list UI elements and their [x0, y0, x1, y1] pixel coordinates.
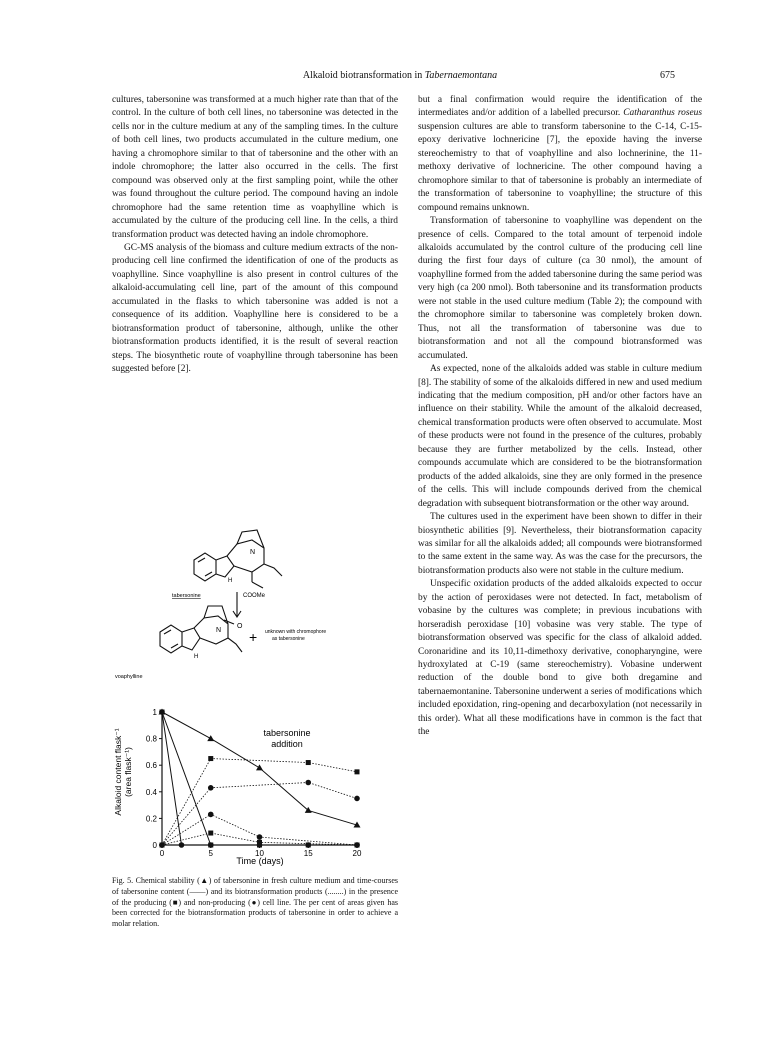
y-tick-label: 0.2	[145, 814, 157, 824]
y-tick-label: 0.8	[145, 734, 157, 744]
label-voaphylline: voaphylline	[115, 674, 143, 680]
atom-n-2: N	[216, 627, 222, 634]
reaction-scheme	[112, 520, 398, 695]
right-paragraph-2: Transformation of tabersonine to voaphylline was dependent on the presence of cells. Compared to the total amount of terpenoid indole alkaloids accumulated by the control culture of the producing cell line during the first four days of culture (ca 30 nmol), the amount of voaphylline formed from the added tabersonine during the same period was very high (ca 200 nmol). Both tabersonine and its transformation products were not stable in the used culture medium (Table 2); the compound with the chromophore similar to tabersonine was completely broken down. Thus, not all the transformation of tabersonine was due to biotransformation and not all the compound biotransformed was accumulated.	[418, 216, 702, 361]
x-tick-label: 20	[352, 849, 362, 858]
running-head	[280, 70, 520, 81]
data-point-circle	[208, 785, 214, 791]
chart-series	[159, 709, 361, 848]
series-line-3	[162, 759, 357, 845]
left-column	[112, 94, 398, 377]
data-point-circle	[208, 812, 214, 818]
annotation-line-1: tabersonine	[263, 728, 311, 738]
right-paragraph-3: As expected, none of the alkaloids added was stable in culture medium [8]. The stability of some of the alkaloids differed in new and used medium indicating that the medium composition, pH and/or other factors have an influence on their stability. While the amount of the alkaloid decreased, chemical transformation products were often observed to accumulate. Most of these products were not found in the presence of the cultures, probably because they are further metabolized by the cells. Instead, other compounds accumulate which are considered to be the biotransformation products of the added alkaloids, sine they are only formed in the presence of the cells. This will include compounds derived from the chemical degradation with subsequent biotransformation or the other way around.	[418, 364, 702, 509]
data-point-circle	[354, 796, 360, 802]
y-axis-label-1: Alkaloid content flask⁻¹	[113, 728, 123, 816]
running-head-text: Alkaloid biotransformation in	[302, 70, 425, 81]
chart-axes	[162, 712, 357, 845]
benzene-ring-tabersonine	[194, 553, 216, 581]
atom-h-2: H	[194, 654, 199, 660]
page-number: 675	[660, 70, 675, 81]
annotation-line-2: addition	[271, 739, 303, 749]
x-tick-label: 0	[159, 849, 165, 858]
y-tick-label: 0.4	[145, 787, 157, 797]
x-tick-label: 15	[303, 849, 313, 858]
chart-ticks	[146, 708, 362, 858]
benzene-ring-voaphylline	[160, 625, 182, 653]
stability-chart	[112, 700, 398, 870]
figure-caption: Fig. 5. Chemical stability (▲) of tabersonine in fresh culture medium and time-courses of tabersonine content (——) and its biotransformation products (........) in the presence of the producing (■) and non-producing (●) cell line. The per cent of areas given has been corrected for the biotransformation products of tabersonine in order to achieve a molar relation.	[112, 876, 398, 929]
label-coome: COOMe	[243, 593, 266, 599]
y-tick-label: 1	[152, 708, 157, 717]
x-axis-label: Time (days)	[236, 856, 284, 866]
data-point-circle	[305, 780, 311, 786]
right-column	[418, 94, 702, 740]
plus-sign: +	[249, 629, 258, 645]
y-tick-label: 0.6	[145, 761, 157, 771]
right-paragraph-5: Unspecific oxidation products of the added alkaloids expected to occur by the action of peroxidases were not detected. In fact, metabolism of vobasine by the cultures was complete; in previous incubations with horseradish peroxidase [10] vobasine was very stable. The type of biotransformation observed was specific for the class of alkaloid added. Coronaridine and its 10,11-dimethoxy derivative, conopharyngine, were hydroxylated at C-19 (same stereochemistry). Vobasine underwent reduction of the double bond to give both dregamine and tabernaemontanine. Tabersonine underwent a series of modifications which included epoxidation, ring-opening and decarboxylation (not necessarily in this order). What all these modifications have in common is the fact that the	[418, 579, 702, 738]
data-point-square	[306, 760, 311, 765]
atom-h-1: H	[228, 578, 233, 584]
x-tick-label: 10	[255, 849, 264, 858]
left-paragraph-1: cultures, tabersonine was transformed at a much higher rate than that of the control. In the culture of both cell lines, no tabersonine was detected in the cells nor in the culture medium at any of the sampling times. In the culture of both cell lines, two products accumulated in the culture medium, one having a chromophore similar to that of tabersonine and the other with an indole chromophore; the latter also occurred in the cells. The first compound was observed only at the first sampling point, while the other was found throughout the culture period. The compound having an indole chromophore had the same retention time as voaphylline which is accumulated by the culture of the producing cell line. In the cells, a third transformation product was detected having an indole chromophore.	[112, 95, 398, 240]
data-point-triangle	[207, 735, 214, 741]
x-tick-label: 5	[208, 849, 213, 858]
series-line-2	[162, 712, 357, 845]
data-point-circle	[179, 842, 185, 848]
atom-o: O	[237, 623, 243, 630]
data-point-square	[257, 840, 262, 845]
label-unknown-2: as tabersonine	[272, 636, 305, 642]
data-point-square	[355, 769, 360, 774]
atom-n-1: N	[250, 549, 256, 556]
series-line-1	[162, 712, 357, 845]
y-tick-label: 0	[152, 841, 157, 850]
data-point-triangle	[256, 764, 263, 770]
data-point-square	[208, 831, 213, 836]
right-paragraph-4: The cultures used in the experiment have been shown to differ in their biosynthetic abilities [9]. Nevertheless, their biotransformation capacity was similar for all the alkaloids added; all compounds were biotransformed to the same extent in the same way. As was the case for the precursors, the biotransformation products also were not stable in the culture medium.	[418, 512, 702, 576]
label-tabersonine: tabersonine	[172, 593, 201, 599]
y-axis-label-2: (area flask⁻¹)	[123, 747, 133, 797]
right-paragraph-1: but a final confirmation would require the identification of the intermediates and/or addition of a labelled precursor. Catharanthus roseus suspension cultures are able to transform tabersonine to the C-14, C-15-epoxy derivative lochnericine [7], the epoxide having the inverse stereochemistry to that of voaphylline and also lochnerinine, the 11-methoxy derivative of lochnericine. The other compound having a chromophore similar to that of tabersonine is probably an intermediate of the transformation of tabersonine to voaphylline; the structure of this compound remains unknown.	[418, 95, 702, 213]
data-point-circle	[257, 834, 263, 840]
running-head-italic: Tabernaemontana	[424, 70, 498, 81]
left-paragraph-2: GC-MS analysis of the biomass and culture medium extracts of the non-producing cell line confirmed the identification of one of the products as voaphylline. Since voaphylline is also present in control cultures of the alkaloid-accumulating cell line, part of the amount of this compound accumulated in the flasks to which tabersonine was added is not a consequence of its addition. Voaphylline here is considered to be a biotransformation product of tabersonine, although, unlike the other biotransformation products identified, it is the result of several reaction steps. The biosynthetic route of voaphylline through tabersonine has been suggested before [2].	[112, 242, 398, 375]
label-unknown-1: unknown with chromophore	[265, 629, 327, 635]
data-point-square	[208, 756, 213, 761]
